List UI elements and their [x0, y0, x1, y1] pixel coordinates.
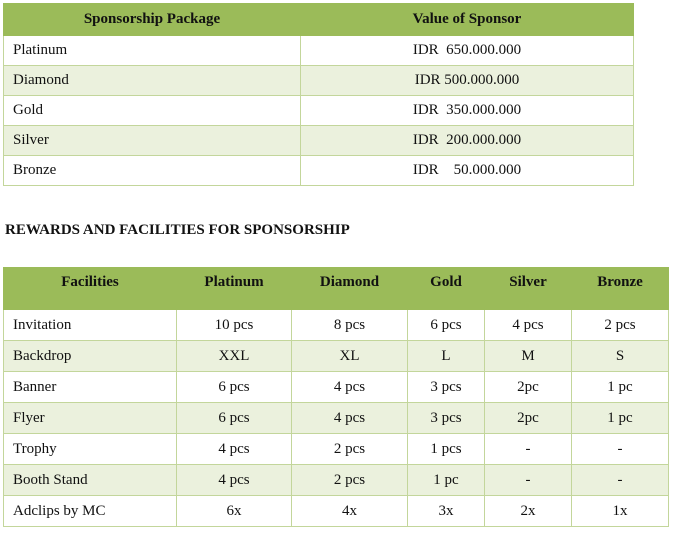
table-cell: XL [292, 341, 408, 372]
table-cell: 2pc [485, 403, 572, 434]
column-header-gold: Gold [408, 268, 485, 310]
table-cell: 10 pcs [177, 310, 292, 341]
facility-name: Banner [4, 372, 177, 403]
column-header-bronze: Bronze [572, 268, 669, 310]
table-cell: 1x [572, 496, 669, 527]
table-row [4, 341, 669, 372]
package-value: IDR 500.000.000 [301, 66, 634, 96]
table-cell: 1 pc [572, 372, 669, 403]
package-name: Bronze [4, 156, 301, 186]
table-cell: 6x [177, 496, 292, 527]
facility-name: Invitation [4, 310, 177, 341]
column-header-package: Sponsorship Package [4, 4, 301, 36]
package-name: Platinum [4, 36, 301, 66]
sponsorship-package-table [3, 3, 634, 186]
table-cell: - [572, 465, 669, 496]
table-cell: 6 pcs [177, 372, 292, 403]
table-row [4, 66, 634, 96]
facility-name: Backdrop [4, 341, 177, 372]
column-header-platinum: Platinum [177, 268, 292, 310]
table-row [4, 156, 634, 186]
table-cell: 1 pc [572, 403, 669, 434]
table-row [4, 434, 669, 465]
table-row [4, 96, 634, 126]
table-header-row [4, 268, 669, 310]
table-cell: 3 pcs [408, 403, 485, 434]
table-cell: 8 pcs [292, 310, 408, 341]
table-cell: 3x [408, 496, 485, 527]
facility-name: Adclips by MC [4, 496, 177, 527]
package-value: IDR 50.000.000 [301, 156, 634, 186]
table-row [4, 496, 669, 527]
facility-name: Flyer [4, 403, 177, 434]
rewards-facilities-table [3, 267, 669, 527]
package-value: IDR 200.000.000 [301, 126, 634, 156]
table-cell: 6 pcs [177, 403, 292, 434]
table-cell: S [572, 341, 669, 372]
table-cell: 4 pcs [292, 372, 408, 403]
table-cell: 1 pcs [408, 434, 485, 465]
table-cell: L [408, 341, 485, 372]
column-header-diamond: Diamond [292, 268, 408, 310]
package-name: Gold [4, 96, 301, 126]
table-cell: M [485, 341, 572, 372]
table-row [4, 310, 669, 341]
table-cell: 2pc [485, 372, 572, 403]
table-cell: 1 pc [408, 465, 485, 496]
table-row [4, 372, 669, 403]
table-cell: 2 pcs [292, 434, 408, 465]
package-value: IDR 650.000.000 [301, 36, 634, 66]
table-cell: 6 pcs [408, 310, 485, 341]
table-row [4, 403, 669, 434]
column-header-silver: Silver [485, 268, 572, 310]
table-cell: 4 pcs [177, 434, 292, 465]
table-cell: 2 pcs [292, 465, 408, 496]
table-cell: 4 pcs [485, 310, 572, 341]
table-cell: - [485, 434, 572, 465]
column-header-value: Value of Sponsor [301, 4, 634, 36]
table-cell: 4 pcs [177, 465, 292, 496]
table-cell: XXL [177, 341, 292, 372]
table-cell: 2x [485, 496, 572, 527]
table-row [4, 465, 669, 496]
rewards-section-title: REWARDS AND FACILITIES FOR SPONSORSHIP [5, 222, 350, 238]
table-header-row [4, 4, 634, 36]
package-name: Silver [4, 126, 301, 156]
table-cell: - [572, 434, 669, 465]
table-cell: 4x [292, 496, 408, 527]
column-header-facilities: Facilities [4, 268, 177, 310]
table-cell: 4 pcs [292, 403, 408, 434]
table-cell: 2 pcs [572, 310, 669, 341]
package-name: Diamond [4, 66, 301, 96]
facility-name: Trophy [4, 434, 177, 465]
table-row [4, 36, 634, 66]
facility-name: Booth Stand [4, 465, 177, 496]
package-value: IDR 350.000.000 [301, 96, 634, 126]
table-cell: - [485, 465, 572, 496]
table-cell: 3 pcs [408, 372, 485, 403]
table-row [4, 126, 634, 156]
